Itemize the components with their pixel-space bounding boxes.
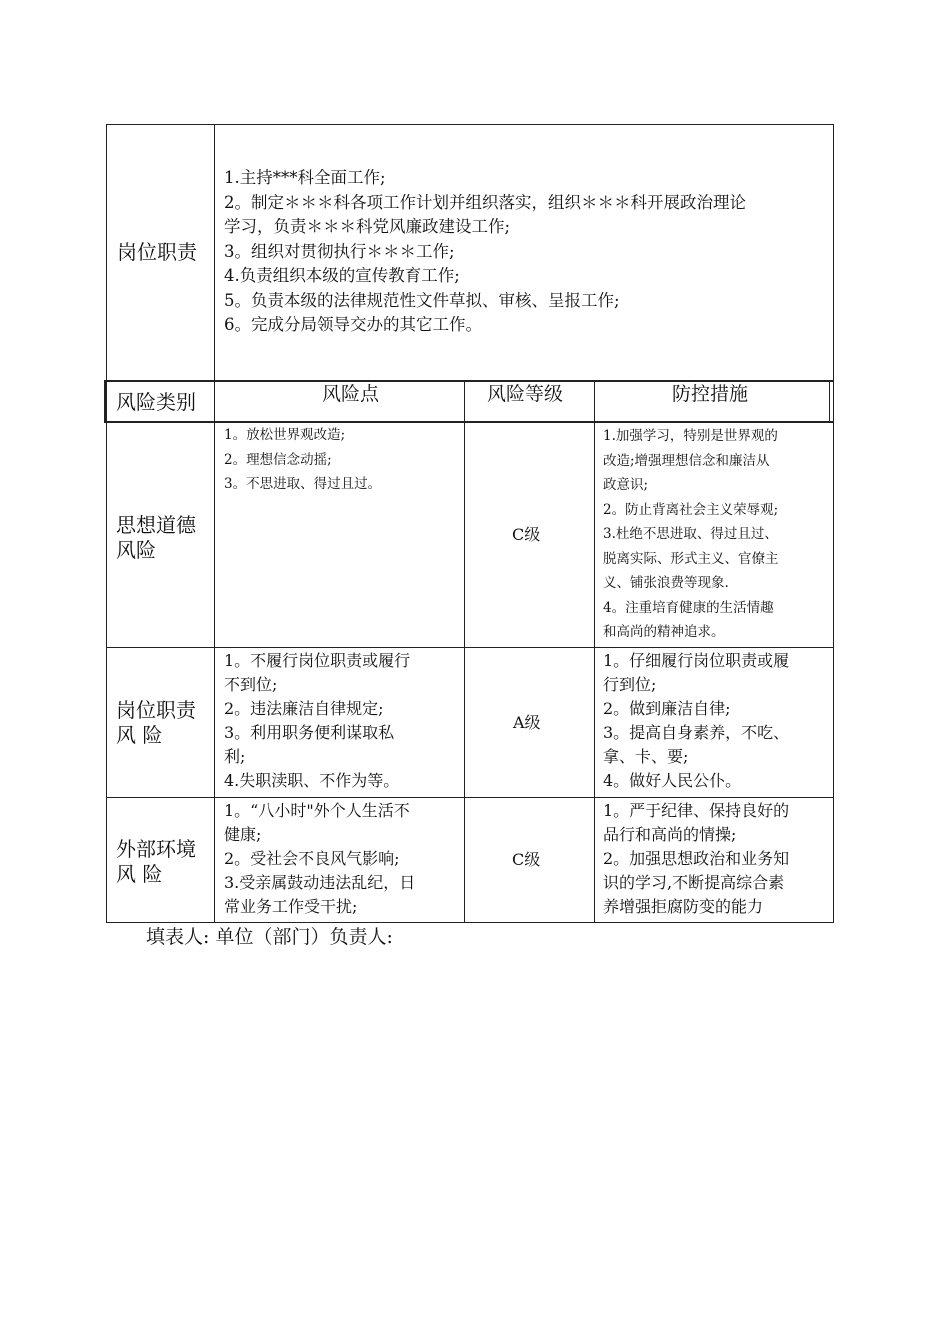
risk-point-line: 健康; [224,825,262,844]
risk-point-line: 2。理想信念动摇; [224,451,332,468]
risk-level: A级 [513,713,541,732]
risk-point-line: 3。利用职务便利谋取私 [224,723,395,742]
measure-line: 识的学习,不断提高综合素 [603,873,785,892]
duty-list [224,166,746,338]
measure-line: 养增强拒腐防变的能力 [603,897,764,916]
row-category-line: 外部环境 [116,837,196,861]
measure-line: 改造;增强理想信念和廉洁从 [603,452,770,469]
risk-points [224,423,381,497]
risk-point-line: 2。违法廉洁自律规定; [224,699,384,718]
measure-line: 和高尚的精神追求。 [603,624,725,640]
measure-line: 1。仔细履行岗位职责或履 [603,651,790,670]
risk-level: C级 [512,525,541,544]
row-category-line: 风 险 [116,723,163,747]
risk-point-line: 3.受亲属鼓动违法乱纪，日 [224,873,416,892]
row-category [116,698,196,748]
risk-point-line: 利; [224,747,246,766]
row-category [116,513,196,563]
row-category-line: 风险 [116,538,156,562]
measure-line: 品行和高尚的情操; [603,825,737,844]
control-measures [603,424,779,645]
risk-point-line: 1。放松世界观改造; [224,427,346,443]
risk-point-line: 4.失职渎职、不作为等。 [224,771,400,790]
measure-line: 1.加强学习，特别是世界观的 [603,428,778,444]
row-category-line: 岗位职责 [116,698,196,722]
duty-line: 1.主持***科全面工作; [224,168,386,187]
duty-label: 岗位职责 [117,240,197,264]
measure-line: 拿、卡、要; [603,747,689,766]
measure-line: 2。做到廉洁自律; [603,699,731,718]
measure-line: 4。注重培育健康的生活情趣 [603,599,774,616]
risk-point-line: 不到位; [224,675,278,694]
measure-line: 1。严于纪律、保持良好的 [603,801,790,820]
risk-level: C级 [512,850,541,869]
risk-point-line: 常业务工作受干扰; [224,897,358,916]
measure-line: 2。加强思想政治和业务知 [603,849,790,868]
duty-line: 学习，负责＊＊＊科党风廉政建设工作; [224,217,511,236]
header-risk-points: 风险点 [322,383,380,405]
measure-line: 3.杜绝不思进取、得过且过、 [603,526,778,542]
measure-line: 2。防止背离社会主义荣辱观; [603,501,779,518]
duty-line: 4.负责组织本级的宣传教育工作; [224,266,460,285]
risk-points [224,649,410,793]
measure-line: 3。提高自身素养，不吃、 [603,723,790,742]
measure-line: 4。做好人民公仆。 [603,771,742,790]
duty-line: 6。完成分局领导交办的其它工作。 [224,315,482,334]
risk-point-line: 1。“八小时"外个人生活不 [224,801,410,820]
duty-line: 5。负责本级的法律规范性文件草拟、审核、呈报工作; [224,290,620,310]
measure-line: 行到位; [603,675,657,694]
duty-line: 2。制定＊＊＊科各项工作计划并组织落实，组织＊＊＊科开展政治理论 [224,192,746,212]
risk-points [224,799,415,919]
measure-line: 政意识; [603,477,649,493]
row-category-line: 风 险 [116,862,163,886]
duty-line: 3。组织对贯彻执行＊＊＊工作; [224,241,455,261]
risk-point-line: 2。受社会不良风气影响; [224,849,400,868]
risk-point-line: 1。不履行岗位职责或履行 [224,651,411,670]
control-measures [603,649,789,793]
header-control-measures: 防控措施 [672,383,749,405]
control-measures [603,799,789,919]
header-risk-level: 风险等级 [487,383,564,405]
measure-line: 脱离实际、形式主义、官僚主 [603,550,779,567]
signature-line: 填表人: 单位（部门）负责人: [146,926,393,948]
measure-line: 义、铺张浪费等现象. [603,575,729,591]
header-category: 风险类别 [116,390,196,414]
row-category-line: 思想道德 [116,513,196,537]
risk-point-line: 3。不思进取、得过且过。 [224,476,382,492]
row-category [116,837,196,887]
